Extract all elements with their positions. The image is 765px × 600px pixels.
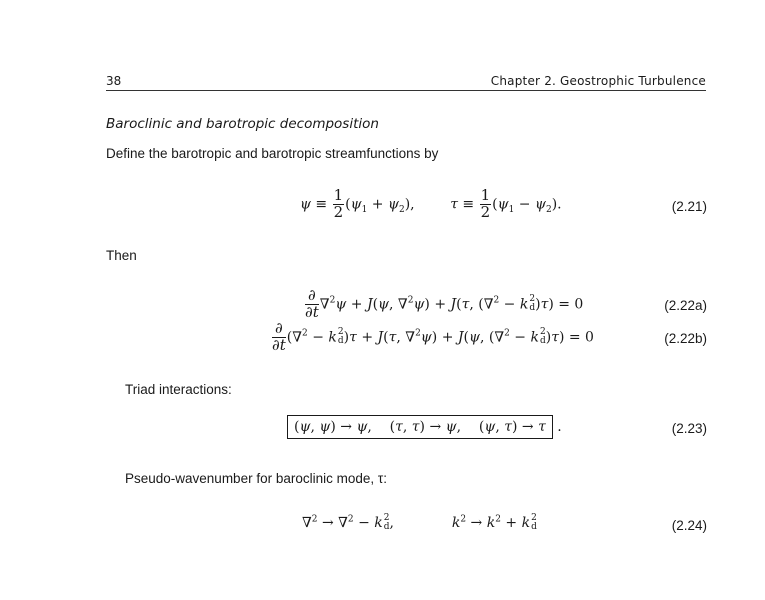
boxed-triad: (ψ, ψ) → ψ, (τ, τ) → ψ, (ψ, τ) → τ [287,415,553,439]
section-title: Baroclinic and barotropic decomposition [106,116,379,132]
equation-2-22a: $\frac{\partial}{\partial t}$ ∇$^2$ψ + J(ψ, ∇$^2$ψ) + J(τ, (∇$^2$ − k 2 d )τ) = 0 [305,286,584,321]
paragraph-then: Then [106,248,137,263]
page-number: 38 [106,74,122,88]
equation-number-2-24: (2.24) [671,518,707,533]
equation-2-23: (ψ, ψ) → ψ, (τ, τ) → ψ, (ψ, τ) → τ . [287,415,562,439]
paragraph-pseudo: Pseudo-wavenumber for baroclinic mode, τ: [125,471,387,486]
equation-number-2-22a: (2.22a) [664,298,707,313]
equation-number-2-22b: (2.22b) [664,331,707,346]
page-header [106,74,706,91]
equation-2-22b: $\frac{\partial}{\partial t}$ (∇$^2$ − k 2 d )τ + J(τ, ∇$^2$ψ) + J(ψ, (∇$^2$ − k 2 d )τ) = 0 [272,319,594,354]
paragraph-triad: Triad interactions: [125,382,232,397]
equation-2-24: ∇$^2$ → ∇$^2$ − k 2 d , $k^2 \to k^2 + k$ 2 d [302,513,537,532]
paragraph-intro: Define the barotropic and barotropic streamfunctions by [106,146,439,161]
chapter-title: Chapter 2. Geostrophic Turbulence [490,74,706,88]
equation-number-2-21: (2.21) [671,199,707,214]
equation-2-21: ψ ≡ $\frac{1}{2}$ $(\psi_1 + \psi_2)$, τ ≡ $\frac{1}{2}$ $(\psi_1 - \psi_2)$. [300,186,562,221]
equation-number-2-23: (2.23) [671,421,707,436]
